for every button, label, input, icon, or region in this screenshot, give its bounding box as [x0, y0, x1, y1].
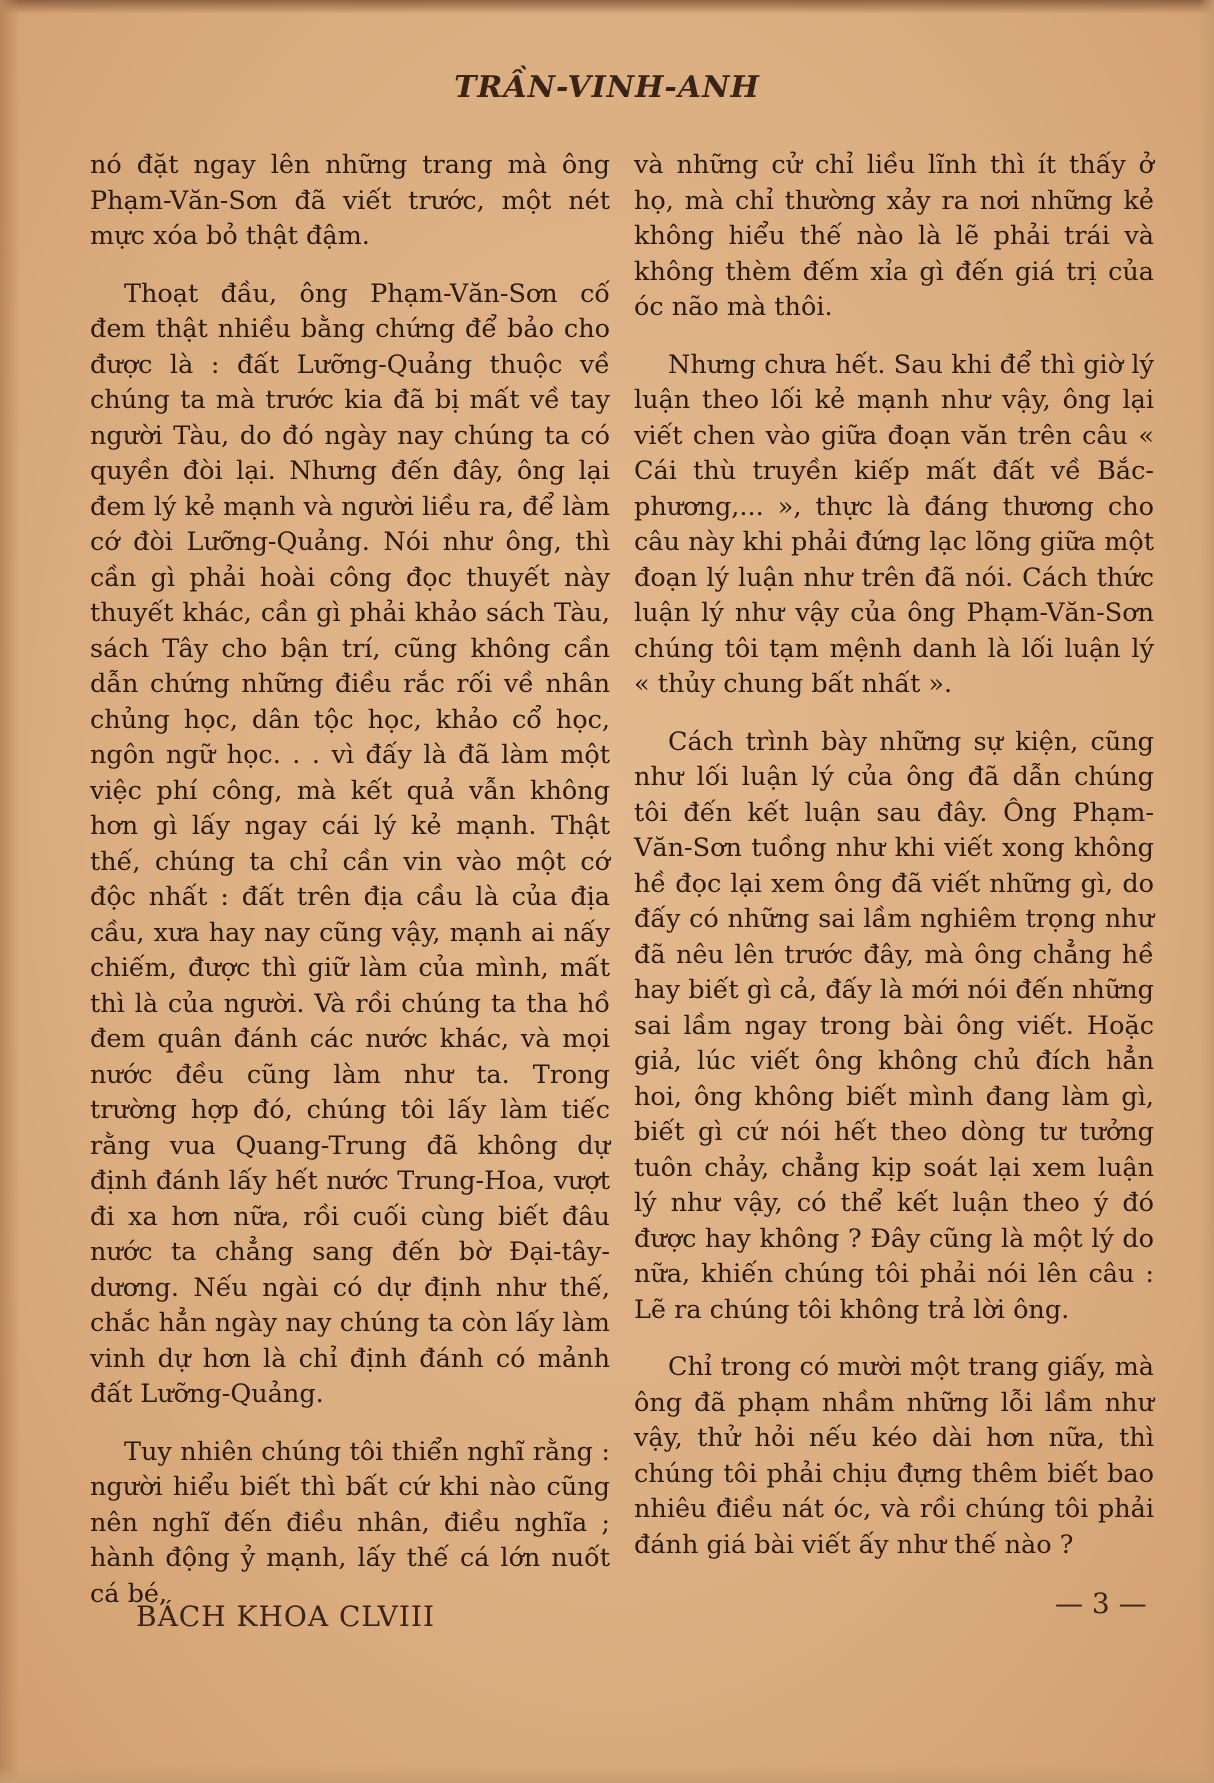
paragraph: Nhưng chưa hết. Sau khi để thì giờ lý luận theo lối kẻ mạnh như vậy, ông lại viết chen vào giữa đoạn văn trên câu « Cái thù truyền kiếp mất đất về Bắc-phương,... », thực là đáng thương cho câu này khi phải đứng lạc lõng giữa một đoạn lý luận như trên đã nói. Cách thức luận lý như vậy của ông Phạm-Văn-Sơn chúng tôi tạm mệnh danh là lối luận lý « thủy chung bất nhất ».: [634, 349, 1154, 699]
page-header-author: TRẦN-VINH-ANH: [454, 70, 760, 105]
page-number: — 3 —: [1055, 1587, 1147, 1620]
page-edge-right: [1200, 0, 1214, 1783]
left-text-column: [90, 148, 610, 1634]
right-text-column: [634, 148, 1154, 1585]
paragraph: nó đặt ngay lên những trang mà ông Phạm-Văn-Sơn đã viết trước, một nét mực xóa bỏ thật đậm.: [90, 150, 610, 251]
paragraph: Chỉ trong có mười một trang giấy, mà ông đã phạm nhầm những lỗi lầm như vậy, thử hỏi nếu kéo dài hơn nữa, thì chúng tôi phải chịu đựng thêm biết bao nhiêu điều nát óc, và rồi chúng tôi phải đánh giá bài viết ấy như thế nào ?: [634, 1352, 1154, 1560]
paragraph: Tuy nhiên chúng tôi thiển nghĩ rằng : người hiểu biết thì bất cứ khi nào cũng nên nghĩ đến điều nhân, điều nghĩa ; hành động ỷ mạnh, lấy thế cá lớn nuốt cá bé,: [90, 1436, 610, 1609]
page-edge-top: [0, 0, 1214, 14]
page-edge-left: [0, 0, 20, 1783]
publication-footer: BÁCH KHOA CLVIII: [136, 1600, 436, 1633]
page-edge-bottom: [0, 1765, 1214, 1783]
paragraph: và những cử chỉ liều lĩnh thì ít thấy ở họ, mà chỉ thường xảy ra nơi những kẻ không hiểu thế nào là lẽ phải trái và không thèm đếm xỉa gì đến giá trị của óc não mà thôi.: [634, 150, 1154, 322]
paragraph: Cách trình bày những sự kiện, cũng như lối luận lý của ông đã dẫn chúng tôi đến kết luận sau đây. Ông Phạm-Văn-Sơn tuồng như khi viết xong không hề đọc lại xem ông đã viết những gì, do đấy có những sai lầm nghiêm trọng như đã nêu lên trước đây, mà ông chẳng hề hay biết gì cả, đấy là mới nói đến những sai lầm ngay trong bài ông viết. Hoặc giả, lúc viết ông không chủ đích hẳn hoi, ông không biết mình đang làm gì, biết gì cứ nói hết theo dòng tư tưởng tuôn chảy, chẳng kịp soát lại xem luận lý như vậy, có thể kết luận theo ý đó được hay không ? Đây cũng là một lý do nữa, khiến chúng tôi phải nói lên câu : Lẽ ra chúng tôi không trả lời ông.: [634, 726, 1154, 1325]
paragraph: Thoạt đầu, ông Phạm-Văn-Sơn cố đem thật nhiều bằng chứng để bảo cho được là : đất Lưỡng-Quảng thuộc về chúng ta mà trước kia đã bị mất về tay người Tàu, do đó ngày nay chúng ta có quyền đòi lại. Nhưng đến đây, ông lại đem lý kẻ mạnh và người liều ra, để làm cớ đòi Lưỡng-Quảng. Nói như ông, thì cần gì phải hoài công đọc thuyết này thuyết khác, cần gì phải khảo sách Tàu, sách Tây cho bận trí, cũng không cần dẫn chứng những điều rắc rối về nhân chủng học, dân tộc học, khảo cổ học, ngôn ngữ học. . . vì đấy là đã làm một việc phí công, mà kết quả vẫn không hơn gì lấy ngay cái lý kẻ mạnh. Thật thế, chúng ta chỉ cần vin vào một cớ độc nhất : đất trên địa cầu là của địa cầu, xưa hay nay cũng vậy, mạnh ai nấy chiếm, được thì giữ làm của mình, mất thì là của người. Và rồi chúng ta tha hồ đem quân đánh các nước khác, và mọi nước đều cũng làm như ta. Trong trường hợp đó, chúng tôi lấy làm tiếc rằng vua Quang-Trung đã không dự định đánh lấy hết nước Trung-Hoa, vượt đi xa hơn nữa, rồi cuối cùng biết đâu nước ta chẳng sang đến bờ Đại-tây-dương. Nếu ngài có dự định như thế, chắc hẳn ngày nay chúng ta còn lấy làm vinh dự hơn là chỉ định đánh có mảnh đất Lưỡng-Quảng.: [90, 278, 610, 1409]
